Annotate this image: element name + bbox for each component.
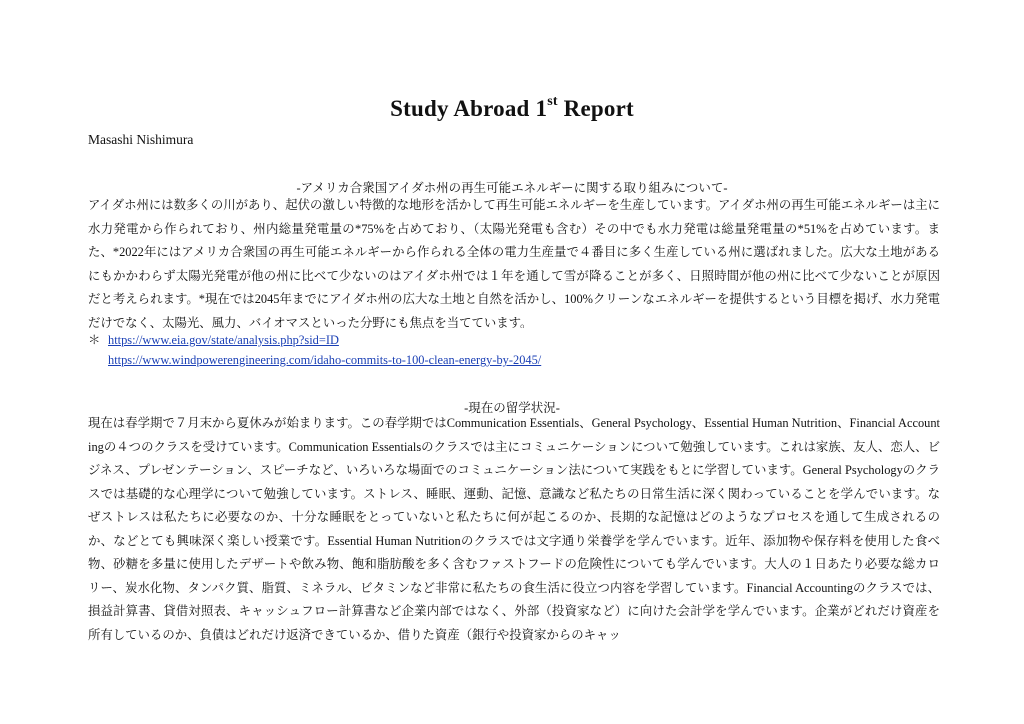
section2-body: 現在は春学期で７月末から夏休みが始まります。この春学期ではCommunication Essentials、General Psychology、Essential Human Nutrition、Financial Accountingの４つのクラスを受けています。Communication Essentialsのクラスでは主にコミュニケーションについて勉強しています。これは家族、友人、恋人、ビジネス、プレゼンテーション、スピーチなど、いろいろな場面でのコミュニケーション法について実践をもとに学習しています。General Psychologyのクラスでは基礎的な心理学について勉強しています。ストレス、睡眠、運動、記憶、意識など私たちの日常生活に深く関わっていることを学んでいます。なぜストレスは私たちに必要なのか、十分な睡眠をとっていないと私たちに何が起こるのか、長期的な記憶はどのようなプロセスを通して生成されるのか、などとても興味深く楽しい授業です。Essential Human Nutritionのクラスでは文字通り栄養学を学んでいます。近年、添加物や保存料を使用した食べ物、砂糖を多量に使用したデザートや飲み物、飽和脂肪酸を多く含むファストフードの危険性についても学んでいます。大人の１日あたり必要な総カロリー、炭水化物、タンパク質、脂質、ミネラル、ビタミンなど非常に私たちの食生活に役立つ内容を学習しています。Financial Accountingのクラスでは、損益計算書、貸借対照表、キャッシュフロー計算書など企業内部ではなく、外部（投資家など）に向けた会計学を学んでいます。企業がどれだけ資産を所有しているのか、負債はどれだけ返済できているか、借りた資産（銀行や投資家からのキャッ [88, 416, 940, 642]
title-end: Report [557, 96, 634, 121]
section1-heading: -アメリカ合衆国アイダホ州の再生可能エネルギーに関する取り組みについて- [296, 181, 728, 195]
reference-item [88, 350, 541, 370]
author-name: Masashi Nishimura [88, 132, 194, 147]
document-title [0, 96, 1024, 122]
reference-list [88, 330, 541, 370]
section2-heading: -現在の留学状況- [464, 401, 560, 415]
reference-link-eia[interactable]: https://www.eia.gov/state/analysis.php?sid=ID [108, 333, 339, 347]
reference-item [88, 330, 541, 350]
section1-body: アイダホ州には数多くの川があり、起伏の激しい特徴的な地形を活かして再生可能エネルギーを生産しています。アイダホ州の再生可能エネルギーは主に水力発電から作られており、州内総量発電量の*75%を占めており、（太陽光発電も含む）その中でも水力発電は総量発電量の*51%を占めています。また、*2022年にはアメリカ合衆国の再生可能エネルギーから作られる全体の電力生産量で４番目に多く生産している州に選ばれました。広大な土地があるにもかかわらず太陽光発電が他の州に比べて少ないのはアイダホ州では１年を通して雪が降ることが多く、日照時間が他の州に比べて少ないことが原因だと考えられます。*現在では2045年までにアイダホ州の広大な土地と自然を活かし、100%クリーンなエネルギーを提供するという目標を掲げ、水力発電だけでなく、太陽光、風力、バイオマスといった分野にも焦点を当てています。 [88, 198, 940, 328]
reference-link-windpower[interactable]: https://www.windpowerengineering.com/idaho-commits-to-100-clean-energy-by-2045/ [108, 353, 542, 367]
title-superscript: st [547, 94, 558, 109]
reference-marker: ＊ [88, 333, 101, 347]
title-main: Study Abroad 1 [390, 96, 548, 121]
